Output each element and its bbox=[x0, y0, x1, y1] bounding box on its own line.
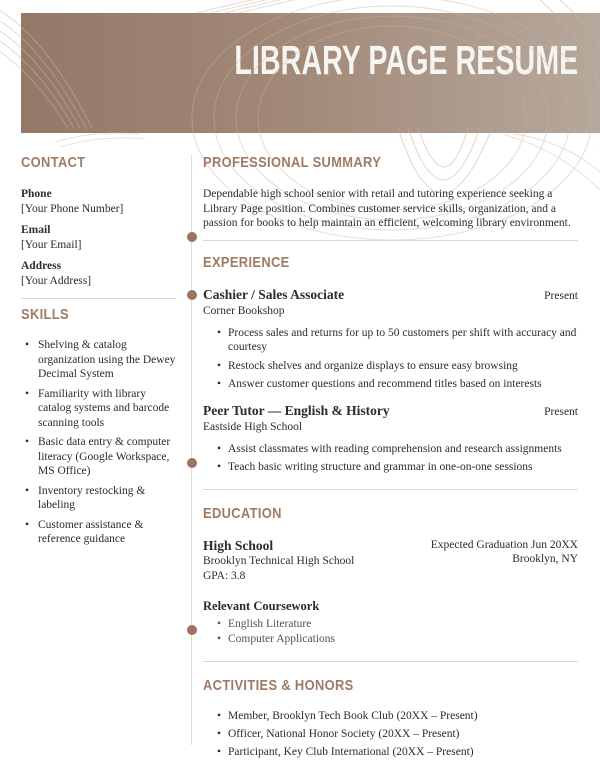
contact-field-address bbox=[21, 259, 179, 288]
school-name: Brooklyn Technical High School bbox=[203, 554, 355, 567]
sidebar bbox=[21, 147, 179, 552]
skill-item: • Inventory restocking & labeling bbox=[21, 484, 179, 513]
education-right bbox=[431, 538, 578, 583]
column-divider-line bbox=[191, 155, 192, 745]
summary-heading: PROFESSIONAL SUMMARY bbox=[203, 154, 382, 171]
section-divider bbox=[203, 489, 578, 490]
job-date: Present bbox=[544, 289, 578, 302]
job-bullets bbox=[203, 442, 578, 475]
timeline-dot bbox=[187, 232, 197, 242]
activity-item: • Participant, Key Club International (20XX – Present) bbox=[203, 745, 578, 760]
experience-entry bbox=[203, 288, 578, 392]
job-title: Peer Tutor — English & History bbox=[203, 402, 390, 418]
contact-value: [Your Address] bbox=[21, 274, 92, 287]
activities-list bbox=[203, 709, 578, 760]
skills-list bbox=[21, 338, 179, 547]
experience-heading: EXPERIENCE bbox=[203, 253, 290, 271]
skills-heading: SKILLS bbox=[21, 306, 69, 323]
coursework-block bbox=[203, 599, 578, 648]
job-title-row bbox=[203, 404, 578, 418]
section-divider bbox=[203, 240, 578, 241]
job-organization: Eastside High School bbox=[203, 420, 303, 433]
activities-heading: ACTIVITIES & HONORS bbox=[203, 676, 354, 694]
job-bullet: • Restock shelves and organize displays to ensure easy browsing bbox=[203, 359, 578, 374]
education-heading: EDUCATION bbox=[203, 504, 282, 522]
graduation-date: Expected Graduation Jun 20XX bbox=[430, 538, 578, 551]
sidebar-divider bbox=[21, 298, 176, 299]
gpa: GPA: 3.8 bbox=[203, 569, 246, 582]
activity-item: • Member, Brooklyn Tech Book Club (20XX – Present) bbox=[203, 709, 578, 724]
activity-item: • Officer, National Honor Society (20XX – Present) bbox=[203, 727, 578, 742]
education-entry bbox=[203, 538, 578, 583]
contact-value: [Your Phone Number] bbox=[21, 202, 124, 215]
skill-item: • Shelving & catalog organization using the Dewey Decimal System bbox=[21, 338, 179, 382]
summary-text: Dependable high school senior with retail and tutoring experience seeking a Library Page position. Combines customer service skills, organization, and a passion for books to help maintain an efficient, welcoming library environment. bbox=[203, 188, 571, 229]
timeline-dot bbox=[187, 458, 197, 468]
job-bullet: • Teach basic writing structure and grammar in one-on-one sessions bbox=[203, 460, 578, 475]
job-title-row bbox=[203, 288, 578, 302]
coursework-item: • English Literature bbox=[203, 617, 578, 633]
job-date: Present bbox=[544, 405, 578, 418]
main-column bbox=[203, 147, 578, 763]
section-divider bbox=[203, 661, 578, 662]
coursework-item: • Computer Applications bbox=[203, 632, 578, 648]
school-level: High School bbox=[203, 537, 274, 553]
job-bullet: • Answer customer questions and recommend titles based on interests bbox=[203, 377, 578, 392]
education-left bbox=[203, 538, 354, 583]
contact-label: Email bbox=[21, 224, 51, 236]
coursework-list bbox=[203, 617, 578, 648]
skill-item: • Basic data entry & computer literacy (Google Workspace, MS Office) bbox=[21, 435, 179, 479]
timeline-dot bbox=[187, 625, 197, 635]
coursework-heading: Relevant Coursework bbox=[203, 598, 320, 613]
contact-field-phone bbox=[21, 187, 179, 216]
skill-item: • Familiarity with library catalog systems and barcode scanning tools bbox=[21, 387, 179, 431]
timeline-dot bbox=[187, 290, 197, 300]
job-bullet: • Process sales and returns for up to 50 customers per shift with accuracy and courtesy bbox=[203, 326, 578, 355]
skill-item: • Customer assistance & reference guidance bbox=[21, 518, 179, 547]
job-organization: Corner Bookshop bbox=[203, 304, 285, 317]
job-bullet: • Assist classmates with reading comprehension and research assignments bbox=[203, 442, 578, 457]
contact-heading: CONTACT bbox=[21, 154, 86, 171]
school-location: Brooklyn, NY bbox=[512, 552, 578, 565]
job-bullets bbox=[203, 326, 578, 392]
page-title: LIBRARY PAGE RESUME bbox=[234, 37, 578, 83]
contact-label: Phone bbox=[21, 188, 52, 200]
experience-entry bbox=[203, 404, 578, 475]
header-band bbox=[21, 13, 600, 133]
contact-label: Address bbox=[21, 260, 62, 272]
job-title: Cashier / Sales Associate bbox=[203, 286, 345, 302]
contact-field-email bbox=[21, 223, 179, 252]
contact-value: [Your Email] bbox=[21, 238, 82, 251]
